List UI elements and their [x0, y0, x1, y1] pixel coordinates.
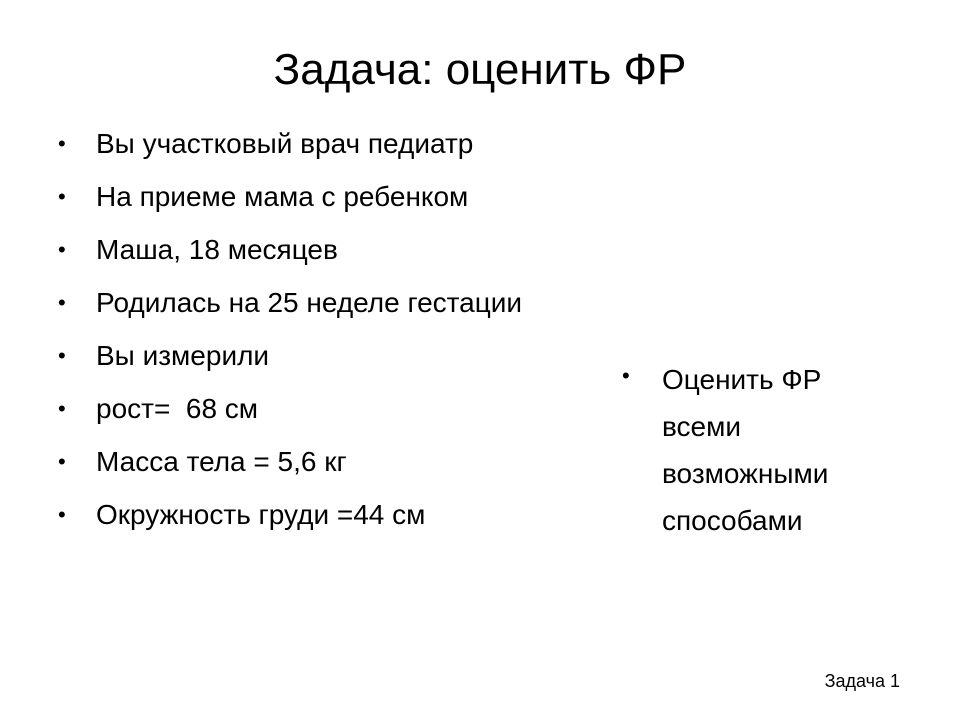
bullet-icon: • — [58, 343, 66, 368]
list-item-text: Масса тела = 5,6 кг — [96, 446, 347, 477]
bullet-icon: • — [58, 131, 66, 156]
slide-title: Задача: оценить ФР — [273, 45, 687, 94]
list-item-text: Оценить ФР всеми возможными способами — [662, 364, 829, 536]
bullet-icon: • — [58, 290, 66, 315]
list-item — [58, 389, 528, 429]
list-item — [58, 442, 528, 482]
list-item — [622, 356, 902, 544]
list-item — [58, 283, 528, 323]
list-item — [58, 336, 528, 376]
list-item-text: Окружность груди =44 см — [96, 499, 426, 530]
bullet-icon: • — [58, 449, 66, 474]
list-item-text: рост= 68 см — [96, 393, 259, 424]
bullet-icon: • — [622, 363, 630, 388]
list-item-text: Вы измерили — [96, 340, 270, 371]
bullet-icon: • — [58, 396, 66, 421]
list-item-text: Маша, 18 месяцев — [96, 234, 338, 265]
slide-footer: Задача 1 — [824, 671, 900, 691]
list-item — [58, 495, 528, 535]
list-item-text: На приеме мама с ребенком — [96, 181, 469, 212]
bullet-icon: • — [58, 237, 66, 262]
right-bullet-list — [622, 356, 902, 544]
list-item — [58, 230, 528, 270]
list-item — [58, 177, 528, 217]
bullet-icon: • — [58, 502, 66, 527]
bullet-icon: • — [58, 184, 66, 209]
list-item-text: Вы участковый врач педиатр — [96, 128, 474, 159]
list-item — [58, 124, 528, 164]
left-bullet-list — [58, 124, 528, 548]
list-item-text: Родилась на 25 неделе гестации — [96, 287, 523, 318]
